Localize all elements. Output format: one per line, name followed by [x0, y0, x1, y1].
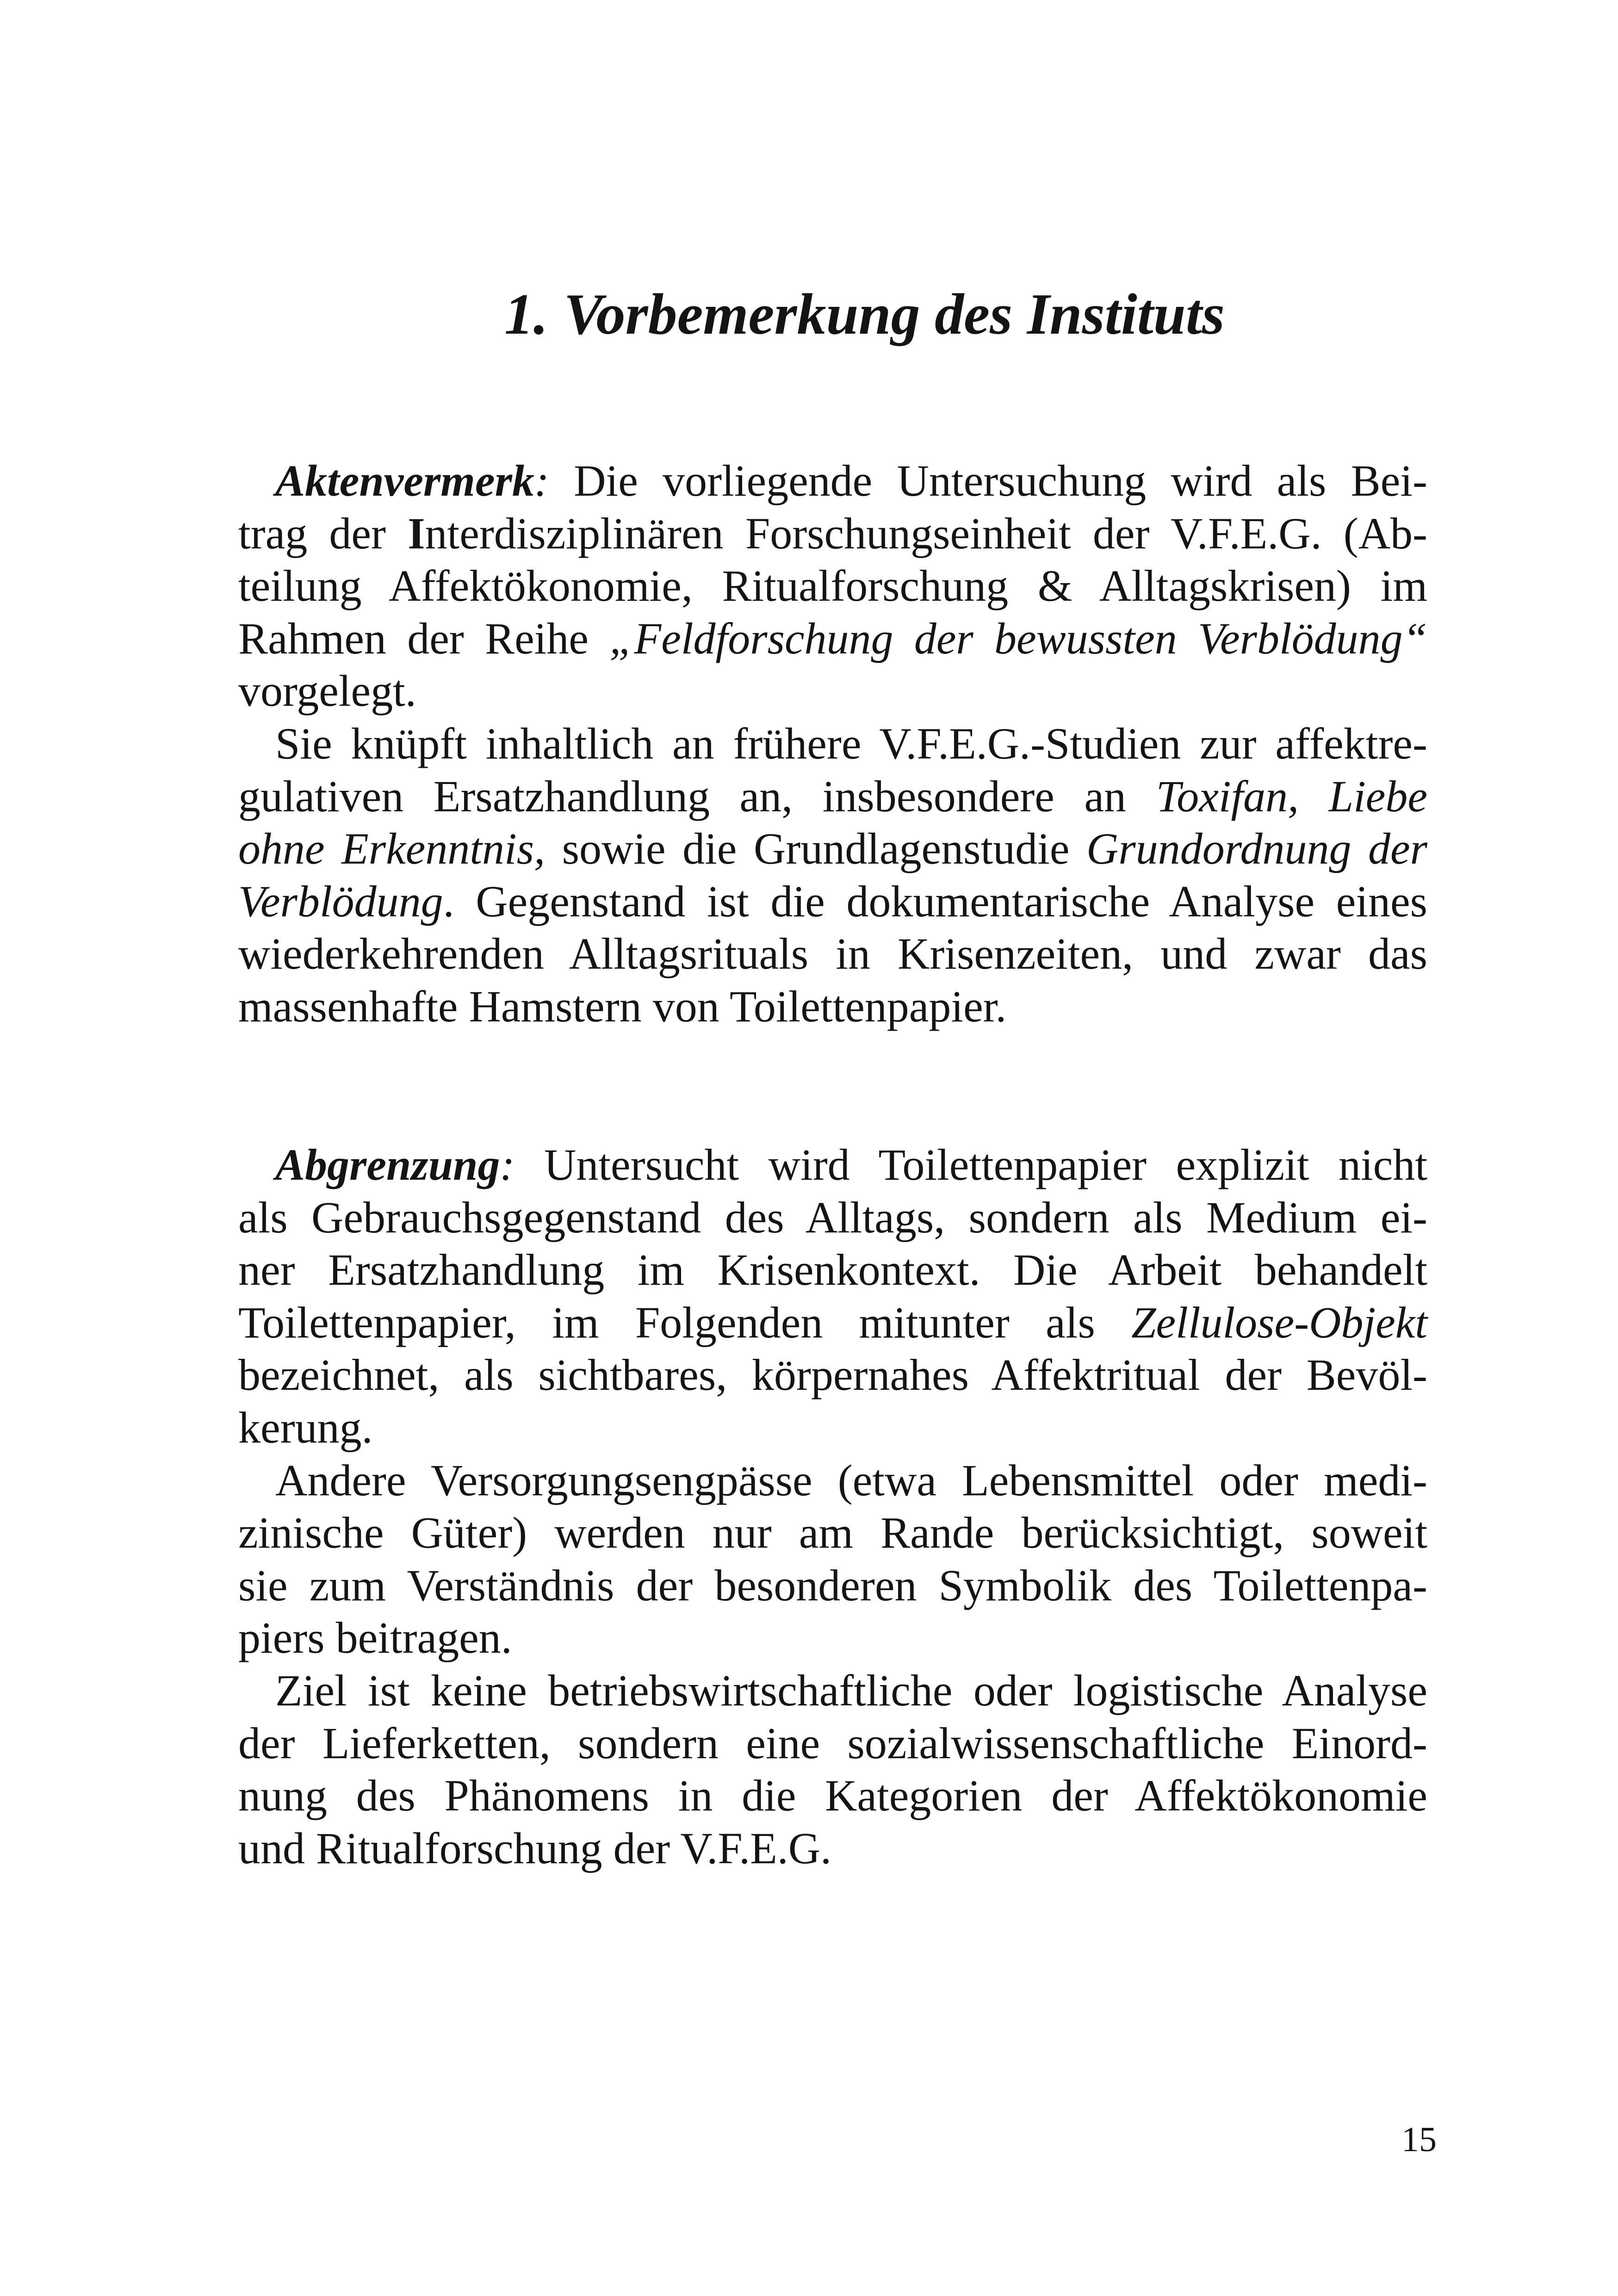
- text-line: der Lieferketten, sondern eine sozialwissenschaftliche Einord-: [238, 1718, 1427, 1768]
- text-line: nung des Phänomens in die Kategorien der Affektökonomie: [238, 1771, 1427, 1821]
- text-line: piers beitragen.: [238, 1613, 512, 1663]
- text-line: kerung.: [238, 1402, 373, 1452]
- text-line: sie zum Verständnis der besonderen Symbolik des Toilettenpa-: [238, 1560, 1427, 1610]
- text-line: und Ritualforschung der V.F.E.G.: [238, 1823, 832, 1873]
- page-number: 15: [1401, 2120, 1437, 2159]
- chapter-title-text: Vorbemerkung des Instituts: [564, 282, 1225, 347]
- chapter-number: 1.: [504, 282, 548, 347]
- text-line: als Gebrauchsgegenstand des Alltags, sondern als Medium ei-: [238, 1192, 1427, 1242]
- text-line: ohne Erkenntnis, sowie die Grundlagenstudie Grundordnung der: [238, 824, 1428, 874]
- text-line: vorgelegt.: [238, 666, 416, 716]
- text-line: bezeichnet, als sichtbares, körpernahes Affektritual der Bevöl-: [238, 1350, 1427, 1400]
- text-line: Verblödung. Gegenstand ist die dokumentarische Analyse eines: [238, 876, 1427, 926]
- text-line: Andere Versorgungsengpässe (etwa Lebensmittel oder medi-: [275, 1455, 1427, 1505]
- text-line: teilung Affektökonomie, Ritualforschung & Alltagskrisen) im: [238, 561, 1427, 611]
- chapter-title: [504, 278, 1225, 352]
- text-line: massenhafte Hamstern von Toilettenpapier.: [238, 981, 1007, 1031]
- text-line: ner Ersatzhandlung im Krisenkontext. Die Arbeit behandelt: [238, 1245, 1427, 1295]
- text-line: gulativen Ersatzhandlung an, insbesondere an Toxifan, Liebe: [238, 771, 1428, 821]
- paragraph-aktenvermerk: [238, 454, 1427, 1033]
- paragraph-abgrenzung: [238, 1139, 1427, 1874]
- text-line: wiederkehrenden Alltagsrituals in Krisenzeiten, und zwar das: [238, 929, 1427, 979]
- text-line: Toilettenpapier, im Folgenden mitunter als Zellulose-Objekt: [238, 1297, 1427, 1347]
- text-line: trag der Interdisziplinären Forschungseinheit der V.F.E.G. (Ab-: [238, 508, 1428, 558]
- text-line: Aktenvermerk: Die vorliegende Untersuchung wird als Bei-: [275, 456, 1427, 505]
- series-title: „Feldforschung der bewussten Verblödung“: [609, 613, 1427, 663]
- text-line: Abgrenzung: Untersucht wird Toilettenpapier explizit nicht: [275, 1140, 1427, 1189]
- section-heading-abgrenzung: Abgrenzung: [275, 1140, 500, 1189]
- text-line: zinische Güter) werden nur am Rande berücksichtigt, soweit: [238, 1508, 1427, 1558]
- text-line: Rahmen der Reihe „Feldforschung der bewussten Verblödung“: [238, 613, 1427, 663]
- text-line: Ziel ist keine betriebswirtschaftliche oder logistische Analyse: [275, 1665, 1427, 1715]
- section-heading-aktenvermerk: Aktenvermerk: [275, 456, 534, 505]
- text-line: Sie knüpft inhaltlich an frühere V.F.E.G.-Studien zur affektre-: [275, 718, 1427, 768]
